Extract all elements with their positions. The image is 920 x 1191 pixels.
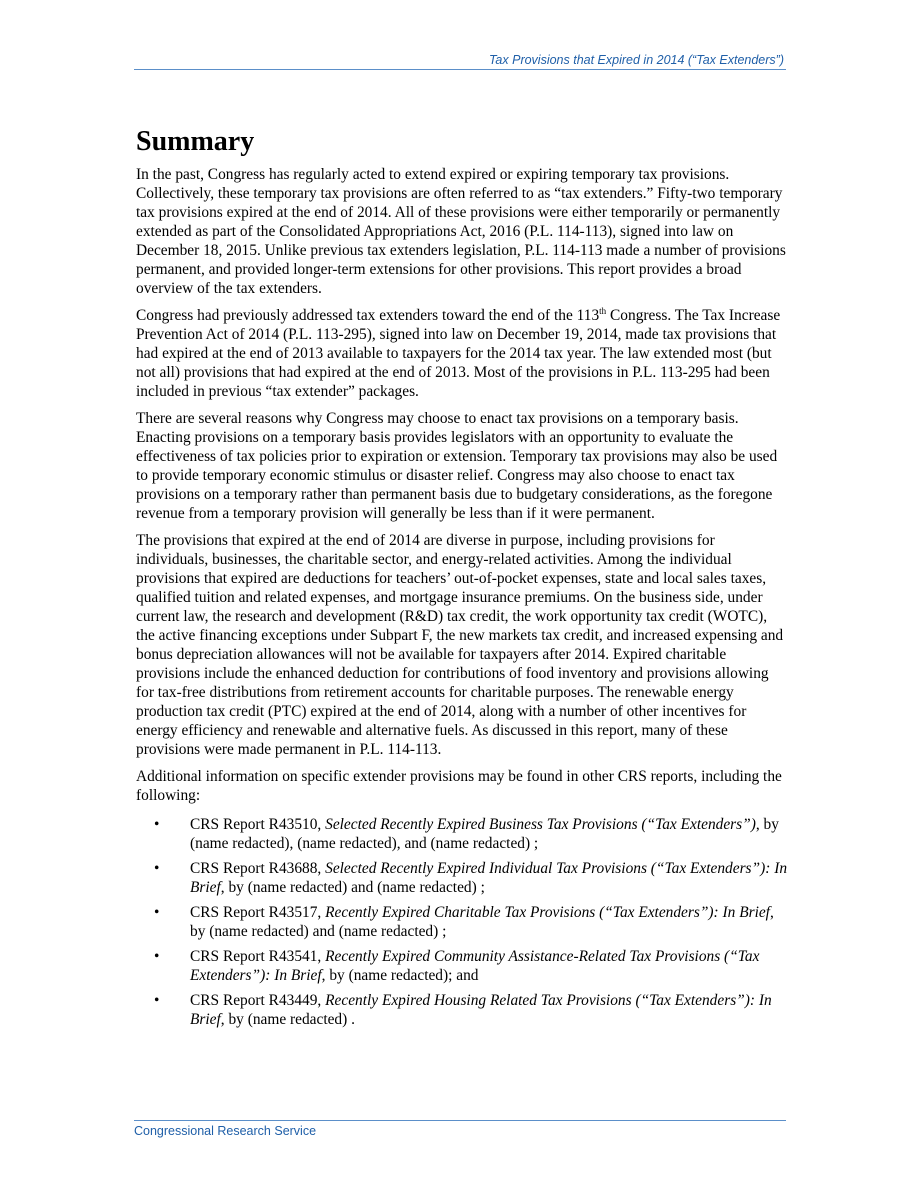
bullet-icon: • — [154, 948, 160, 965]
reference-prefix: CRS Report R43517, — [190, 904, 326, 921]
paragraph-additional-info: Additional information on specific extender provisions may be found in other CRS reports, including the following: — [136, 768, 782, 804]
paragraph-reasons: There are several reasons why Congress may choose to enact tax provisions on a temporary basis. Enacting provisions on a temporary basis provides legislators with an opportunity to evaluate the effectiveness of tax policies prior to expiration or extension. Temporary tax provisions may also be used to provide temporary economic stimulus or disaster relief. Congress may also choose to enact tax provisions on a temporary rather than permanent basis due to budgetary considerations, as the foregone revenue from a temporary provision will generally be less than if it were permanent. — [136, 410, 778, 522]
reference-list — [136, 815, 788, 1029]
footer-organization: Congressional Research Service — [134, 1124, 317, 1138]
reference-title: Recently Expired Housing Related Tax Provisions (“Tax Extenders”): In Brief — [190, 992, 772, 1028]
paragraph-previous-congress-rest: Congress. The Tax Increase Prevention Act of 2014 (P.L. 113-295), signed into law on December 19, 2014, made tax provisions that had expired at the end of 2013 available to taxpayers for the 2014 tax year. The law extended most (but not all) provisions that had expired at the end of 2013. Most of the provisions in P.L. 113-295 had been included in previous “tax extender” packages. — [136, 307, 781, 400]
page-footer — [134, 1120, 786, 1138]
reference-suffix: , by (name redacted) and (name redacted) ; — [190, 904, 774, 940]
reference-suffix: , by (name redacted); and — [321, 967, 479, 984]
reference-title: Recently Expired Community Assistance-Related Tax Provisions (“Tax Extenders”): In Brief — [190, 948, 760, 984]
paragraph-previous-congress-start: Congress had previously addressed tax extenders toward the end of the 113 — [136, 307, 600, 324]
reference-suffix: , by (name redacted) and (name redacted) ; — [220, 879, 485, 896]
paragraph-provisions: The provisions that expired at the end of 2014 are diverse in purpose, including provisions for individuals, businesses, the charitable sector, and energy-related activities. Among the individual provisions that expired are deductions for teachers’ out-of-pocket expenses, state and local sales taxes, qualified tuition and related expenses, and mortgage insurance premiums. On the business side, under current law, the research and development (R&D) tax credit, the work opportunity tax credit (WOTC), the active financing exceptions under Subpart F, the new markets tax credit, and increased expensing and bonus depreciation allowances will not be available for taxpayers after 2014. Expired charitable provisions include the enhanced deduction for contributions of food inventory and provisions allowing for tax-free distributions from retirement accounts for charitable purposes. The renewable energy production tax credit (PTC) expired at the end of 2014, along with a number of other incentives for energy efficiency and renewable and alternative fuels. As discussed in this report, many of these provisions were made permanent in P.L. 114-113. — [136, 532, 784, 758]
reference-title: Selected Recently Expired Business Tax Provisions (“Tax Extenders”) — [325, 816, 756, 833]
reference-title: Selected Recently Expired Individual Tax Provisions (“Tax Extenders”): In Brief — [190, 860, 788, 896]
reference-item — [136, 815, 788, 853]
running-header-title: Tax Provisions that Expired in 2014 (“Tax Extenders”) — [488, 53, 784, 67]
paragraph-overview: In the past, Congress has regularly acted to extend expired or expiring temporary tax provisions. Collectively, these temporary tax provisions are often referred to as “tax extenders.” Fifty-two temporary tax provisions expired at the end of 2014. All of these provisions were either temporarily or permanently extended as part of the Consolidated Appropriations Act, 2016 (P.L. 114-113), signed into law on December 18, 2015. Unlike previous tax extenders legislation, P.L. 114-113 made a number of provisions permanent, and provided longer-term extensions for other provisions. This report provides a broad overview of the tax extenders. — [136, 166, 786, 297]
reference-prefix: CRS Report R43510, — [190, 816, 326, 833]
reference-suffix: , by (name redacted), (name redacted), and (name redacted) ; — [190, 816, 779, 852]
reference-item — [136, 903, 788, 941]
reference-item — [136, 947, 788, 985]
reference-item — [136, 991, 788, 1029]
bullet-icon: • — [154, 992, 160, 1009]
reference-suffix: , by (name redacted) . — [220, 1011, 355, 1028]
bullet-icon: • — [154, 904, 160, 921]
bullet-icon: • — [154, 816, 160, 833]
reference-prefix: CRS Report R43688, — [190, 860, 326, 877]
document-body — [136, 120, 788, 1035]
bullet-icon: • — [154, 860, 160, 877]
ordinal-superscript: th — [599, 306, 607, 316]
section-heading: Summary — [136, 126, 255, 157]
running-header — [134, 52, 786, 70]
paragraph-previous-congress — [136, 306, 788, 401]
reference-item — [136, 859, 788, 897]
reference-title: Recently Expired Charitable Tax Provisions (“Tax Extenders”): In Brief — [325, 904, 770, 921]
reference-prefix: CRS Report R43449, — [190, 992, 326, 1009]
reference-prefix: CRS Report R43541, — [190, 948, 326, 965]
